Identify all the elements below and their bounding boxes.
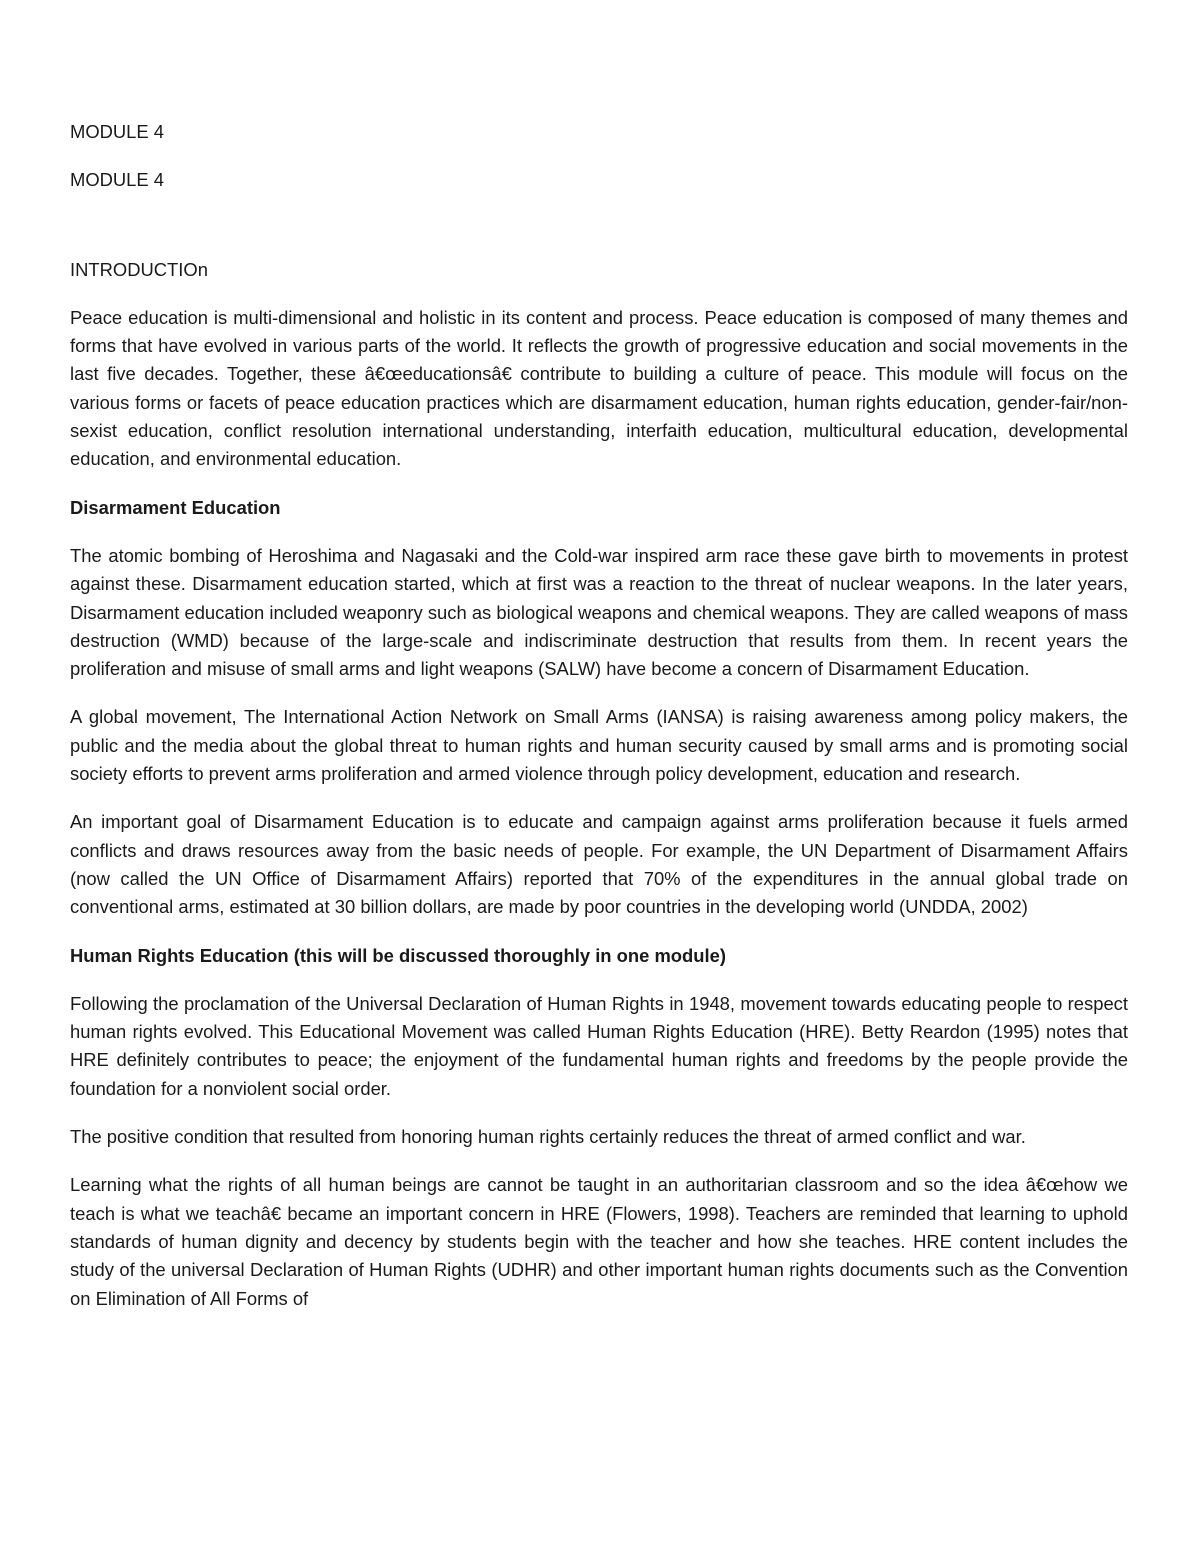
disarmament-paragraph-3: An important goal of Disarmament Education is to educate and campaign against arms proliferation because it fuels armed conflicts and draws resources away from the basic needs of people. For example, the UN Department of Disarmament Affairs (now called the UN Office of Disarmament Affairs) reported that 70% of the expenditures in the annual global trade on conventional arms, estimated at 30 billion dollars, are made by poor countries in the developing world (UNDDA, 2002) (70, 811, 1128, 918)
human-rights-paragraph-1: Following the proclamation of the Universal Declaration of Human Rights in 1948, movement towards educating people to respect human rights evolved. This Educational Movement was called Human Rights Education (HRE). Betty Reardon (1995) notes that HRE definitely contributes to peace; the enjoyment of the fundamental human rights and freedoms by the people provide the foundation for a nonviolent social order. (70, 992, 1128, 1099)
module-label-2: MODULE 4 (70, 169, 165, 191)
blank-spacer (70, 215, 1128, 256)
human-rights-heading: Human Rights Education (this will be discussed thoroughly in one module) (70, 944, 726, 966)
introduction-heading: INTRODUCTIOn (70, 258, 208, 280)
introduction-paragraph: Peace education is multi-dimensional and holistic in its content and process. Peace education is composed of many themes and forms that have evolved in various parts of the world. It reflects the growth of progressive education and social movements in the last five decades. Together, these â€œeducationsâ€ contribute to building a culture of peace. This module will focus on the various forms or facets of peace education practices which are disarmament education, human rights education, gender-fair/non-sexist education, conflict resolution international understanding, interfaith education, multicultural education, developmental education, and environmental education. (70, 306, 1128, 470)
module-label-1: MODULE 4 (70, 121, 165, 142)
disarmament-paragraph-2: A global movement, The International Action Network on Small Arms (IANSA) is raising awareness among policy makers, the public and the media about the global threat to human rights and human security caused by small arms and is promoting social society efforts to prevent arms proliferation and armed violence through policy development, education and research. (70, 706, 1128, 785)
human-rights-paragraph-3: Learning what the rights of all human beings are cannot be taught in an authoritarian classroom and so the idea â€œhow we teach is what we teachâ€ became an important concern in HRE (Flowers, 1998). Teachers are reminded that learning to uphold standards of human dignity and decency by students begin with the teacher and how she teaches. HRE content includes the study of the universal Declaration of Human Rights (UDHR) and other important human rights documents such as the Convention on Elimination of All Forms of (70, 1174, 1128, 1309)
human-rights-paragraph-2: The positive condition that resulted from honoring human rights certainly reduces the threat of armed conflict and war. (70, 1126, 1026, 1148)
document-page (70, 118, 1128, 1333)
disarmament-paragraph-1: The atomic bombing of Heroshima and Nagasaki and the Cold-war inspired arm race these gave birth to movements in protest against these. Disarmament education started, which at first was a reaction to the threat of nuclear weapons. In the later years, Disarmament education included weaponry such as biological weapons and chemical weapons. They are called weapons of mass destruction (WMD) because of the large-scale and indiscriminate destruction that results from them. In recent years the proliferation and misuse of small arms and light weapons (SALW) have become a concern of Disarmament Education. (70, 544, 1128, 680)
disarmament-heading: Disarmament Education (70, 496, 281, 518)
